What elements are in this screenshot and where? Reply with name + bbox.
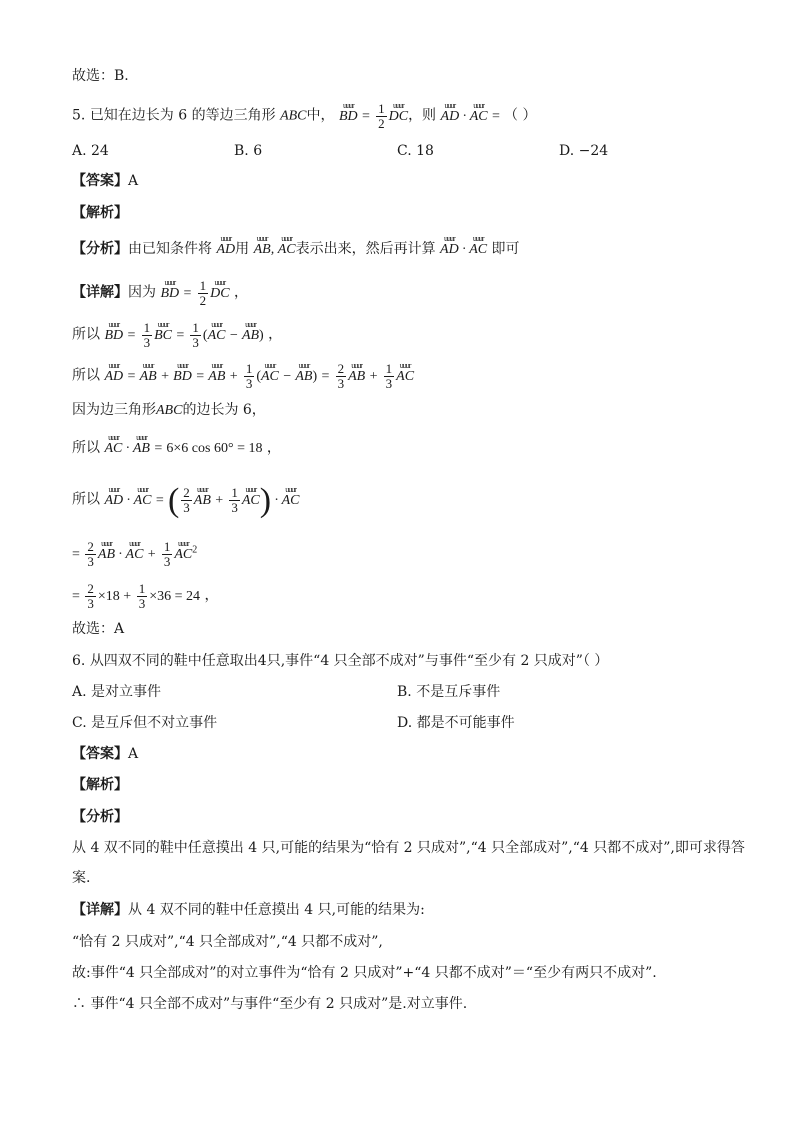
q6-option-d: D. 都是不可能事件 [397, 715, 515, 731]
q5-select-line: 故选：A [72, 621, 125, 637]
q6-analysis-heading: 【解析】 [72, 777, 128, 793]
q5-option-c: C. 18 [397, 143, 434, 159]
q5-fenxi: 【分析】由已知条件将 uuur AD用 uuur AB, uuur AC表示出来，然后再计算 uuur AD · uuur AC 即可 [72, 239, 520, 260]
q6-detail-4: ∴ 事件“4 只全部不成对”与事件“至少有 2 只成对”是.对立事件. [72, 996, 468, 1012]
q5-detail-1: 【详解】因为 uuur BD = $\frac{1}{2}$ uuur DC ， [72, 279, 248, 308]
q5-detail-8: = $\frac{2}{3}$ ×18 + $\frac{1}{3}$ ×36 = 24 ， [72, 581, 219, 611]
q6-stem: 6. 从四双不同的鞋中任意取出4只,事件“4 只全部不成对”与事件“至少有 2 只成对”（ ） [72, 653, 609, 669]
q6-fenxi-line-1: 从 4 双不同的鞋中任意摸出 4 只,可能的结果为“恰有 2 只成对”,“4 只全部成对”,“4 只都不成对”,即可求得答 [72, 840, 745, 856]
q5-detail-2: 所以 uuur BD = $\frac{1}{3}$ uuur BC = $\frac{1}{3}$ (uuur AC − uuur AB) ， [72, 321, 282, 350]
q5-detail-3: 所以 uuur AD = uuur AB + uuur BD = uuur AB + $\frac{1}{3}$ (uuur AC − uuur AB) = $\frac{2}{3}$ uuur AB + $\frac{1}{3}$ uuur AC [72, 362, 414, 391]
q6-fenxi-heading: 【分析】 [72, 809, 128, 825]
q5-answer: 【答案】A [72, 173, 139, 189]
q6-option-b: B. 不是互斥事件 [397, 684, 501, 700]
q5-option-a: A. 24 [72, 143, 109, 159]
q6-detail-2: “恰有 2 只成对”,“4 只全部成对”,“4 只都不成对”, [72, 934, 383, 950]
q5-number: 5. [72, 107, 86, 124]
q5-detail-5: 所以 uuur AC · uuur AB = 6×6 cos 60° = 18 ， [72, 438, 281, 459]
q5-detail-4: 因为边三角形ABC的边长为 6， [72, 402, 266, 418]
q5-detail-6: 所以 uuur AD · uuur AC = ( $\frac{2}{3}$ uuur AB + $\frac{1}{3}$ uuur AC) · uuur AC [72, 486, 299, 515]
q5-analysis-heading: 【解析】 [72, 205, 128, 221]
q5-option-d: D. −24 [559, 143, 609, 159]
q6-detail-1: 【详解】从 4 双不同的鞋中任意摸出 4 只,可能的结果为: [72, 902, 425, 918]
q6-fenxi-line-2: 案. [72, 870, 91, 886]
q6-answer: 【答案】A [72, 746, 139, 762]
q5-detail-7: = $\frac{2}{3}$ uuur AB · uuur AC + $\frac{1}{3}$ uuur $AC^2$ [72, 540, 197, 569]
q4-select-line: 故选：B. [72, 68, 129, 84]
q5-option-b: B. 6 [234, 143, 263, 159]
q6-option-c: C. 是互斥但不对立事件 [72, 715, 218, 731]
q5-stem: 5. 已知在边长为 6 的等边三角形 ABC中， uuur BD = $\frac{1}{2}$ uuur DC，则 uuur AD · uuur AC = （ ） [72, 102, 536, 131]
q6-option-a: A. 是对立事件 [72, 684, 162, 700]
q6-detail-3: 故:事件“4 只全部成对”的对立事件为“恰有 2 只成对”+“4 只都不成对”＝“至少有两只不成对”. [72, 965, 657, 981]
